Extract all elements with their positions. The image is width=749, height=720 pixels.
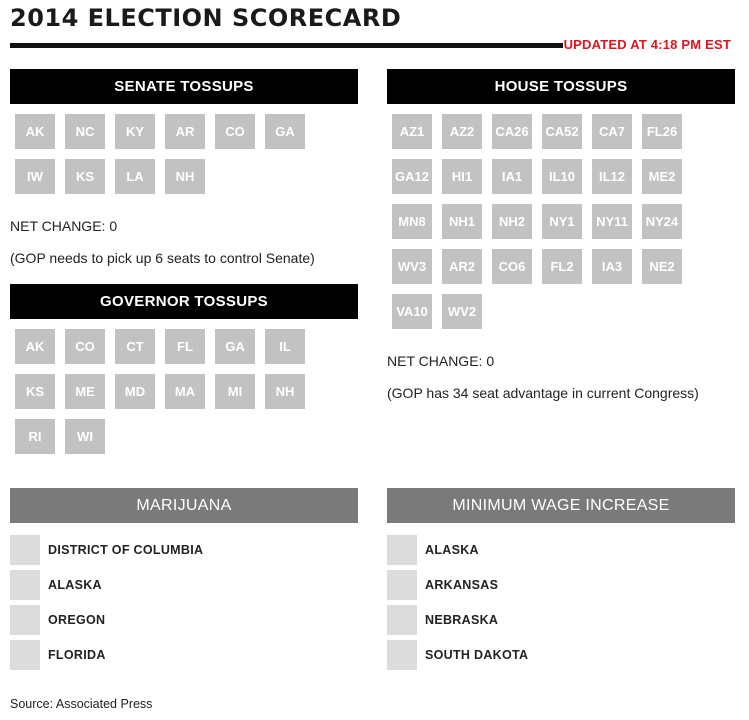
house-note: (GOP has 34 seat advantage in current Congress) — [387, 385, 699, 401]
measure-label: SOUTH DAKOTA — [425, 647, 529, 662]
governor-tile[interactable]: MA — [165, 374, 205, 409]
governor-section — [10, 284, 358, 464]
house-tile[interactable]: NE2 — [642, 249, 682, 284]
house-tile[interactable]: FL26 — [642, 114, 682, 149]
house-section — [387, 69, 735, 339]
list-item — [387, 532, 735, 567]
marijuana-list — [10, 532, 358, 672]
result-swatch — [387, 640, 417, 670]
list-item — [387, 602, 735, 637]
governor-tile[interactable]: GA — [215, 329, 255, 364]
senate-net-change: NET CHANGE: 0 — [10, 218, 118, 234]
senate-tile[interactable]: GA — [265, 114, 305, 149]
measure-label: NEBRASKA — [425, 612, 499, 627]
house-tile[interactable]: IA3 — [592, 249, 632, 284]
marijuana-heading: MARIJUANA — [10, 488, 358, 523]
senate-note: (GOP needs to pick up 6 seats to control Senate) — [10, 250, 315, 266]
senate-tile[interactable]: KY — [115, 114, 155, 149]
house-tile[interactable]: IA1 — [492, 159, 532, 194]
senate-tile[interactable]: AR — [165, 114, 205, 149]
house-tile[interactable]: HI1 — [442, 159, 482, 194]
senate-tile[interactable]: NH — [165, 159, 205, 194]
result-swatch — [10, 570, 40, 600]
measure-label: FLORIDA — [48, 647, 106, 662]
governor-tile[interactable]: IL — [265, 329, 305, 364]
house-tile[interactable]: FL2 — [542, 249, 582, 284]
house-tile[interactable]: AZ1 — [392, 114, 432, 149]
measure-label: OREGON — [48, 612, 106, 627]
governor-tile[interactable]: MI — [215, 374, 255, 409]
house-tile[interactable]: CA7 — [592, 114, 632, 149]
senate-tile[interactable]: IW — [15, 159, 55, 194]
house-tile[interactable]: NY11 — [592, 204, 632, 239]
list-item — [387, 637, 735, 672]
governor-tile[interactable]: AK — [15, 329, 55, 364]
title-rule — [10, 43, 563, 48]
result-swatch — [387, 535, 417, 565]
senate-tile[interactable]: CO — [215, 114, 255, 149]
governor-tile[interactable]: CT — [115, 329, 155, 364]
page-title: 2014 ELECTION SCORECARD — [10, 4, 402, 32]
source-credit: Source: Associated Press — [10, 697, 153, 711]
result-swatch — [10, 605, 40, 635]
measure-label: ARKANSAS — [425, 577, 499, 592]
house-tile[interactable]: ME2 — [642, 159, 682, 194]
senate-tile[interactable]: AK — [15, 114, 55, 149]
house-tiles — [387, 114, 735, 339]
governor-tile[interactable]: ME — [65, 374, 105, 409]
minimum-wage-heading: MINIMUM WAGE INCREASE — [387, 488, 735, 523]
list-item — [10, 637, 358, 672]
house-tile[interactable]: NH1 — [442, 204, 482, 239]
house-tile[interactable]: CO6 — [492, 249, 532, 284]
governor-tile[interactable]: NH — [265, 374, 305, 409]
senate-tile[interactable]: KS — [65, 159, 105, 194]
house-tile[interactable]: NY24 — [642, 204, 682, 239]
minimum-wage-list — [387, 532, 735, 672]
governor-tile[interactable]: RI — [15, 419, 55, 454]
senate-section — [10, 69, 358, 204]
house-tile[interactable]: CA52 — [542, 114, 582, 149]
senate-heading: SENATE TOSSUPS — [10, 69, 358, 104]
list-item — [10, 532, 358, 567]
senate-tiles — [10, 114, 358, 204]
house-tile[interactable]: AR2 — [442, 249, 482, 284]
measure-label: DISTRICT OF COLUMBIA — [48, 542, 204, 557]
house-heading: HOUSE TOSSUPS — [387, 69, 735, 104]
senate-tile[interactable]: NC — [65, 114, 105, 149]
governor-tile[interactable]: FL — [165, 329, 205, 364]
result-swatch — [10, 535, 40, 565]
house-tile[interactable]: IL12 — [592, 159, 632, 194]
house-tile[interactable]: VA10 — [392, 294, 432, 329]
list-item — [387, 567, 735, 602]
list-item — [10, 602, 358, 637]
measure-label: ALASKA — [425, 542, 479, 557]
minimum-wage-section — [387, 488, 735, 672]
marijuana-section — [10, 488, 358, 672]
governor-tile[interactable]: KS — [15, 374, 55, 409]
house-tile[interactable]: NH2 — [492, 204, 532, 239]
list-item — [10, 567, 358, 602]
result-swatch — [10, 640, 40, 670]
result-swatch — [387, 570, 417, 600]
house-tile[interactable]: WV2 — [442, 294, 482, 329]
house-tile[interactable]: GA12 — [392, 159, 432, 194]
governor-tiles — [10, 329, 358, 464]
governor-tile[interactable]: WI — [65, 419, 105, 454]
house-tile[interactable]: CA26 — [492, 114, 532, 149]
house-tile[interactable]: MN8 — [392, 204, 432, 239]
house-tile[interactable]: WV3 — [392, 249, 432, 284]
house-tile[interactable]: IL10 — [542, 159, 582, 194]
governor-heading: GOVERNOR TOSSUPS — [10, 284, 358, 319]
house-tile[interactable]: NY1 — [542, 204, 582, 239]
house-net-change: NET CHANGE: 0 — [387, 353, 495, 369]
measure-label: ALASKA — [48, 577, 102, 592]
updated-timestamp: UPDATED AT 4:18 PM EST — [563, 37, 731, 52]
governor-tile[interactable]: MD — [115, 374, 155, 409]
governor-tile[interactable]: CO — [65, 329, 105, 364]
senate-tile[interactable]: LA — [115, 159, 155, 194]
house-tile[interactable]: AZ2 — [442, 114, 482, 149]
result-swatch — [387, 605, 417, 635]
